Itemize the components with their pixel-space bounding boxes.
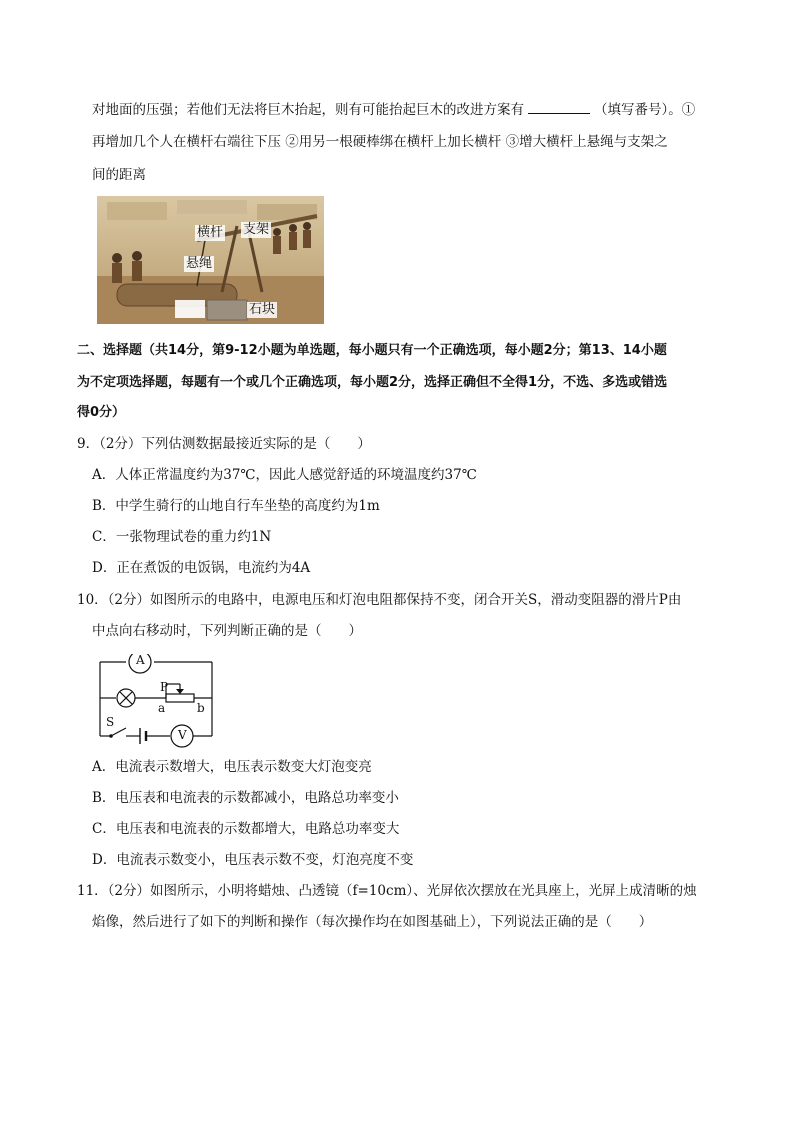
rope-label: 悬绳 [186, 256, 213, 271]
q9-option-d[interactable]: D．正在煮饭的电饭锅，电流约为4A [92, 560, 311, 576]
q11-stem-line-2: 焰像，然后进行了如下的判断和操作（每次操作均在如图基础上），下列说法正确的是（ ） [92, 914, 653, 930]
q9-option-a[interactable]: A．人体正常温度约为37℃，因此人感觉舒适的环境温度约37℃ [92, 467, 477, 483]
q10-option-b[interactable]: B．电压表和电流表的示数都减小，电路总功率变小 [92, 790, 399, 806]
support-label: 支架 [243, 222, 270, 237]
voltmeter-label: V [178, 728, 187, 742]
stone-label: 石块 [249, 302, 276, 317]
rheostat-icon [166, 694, 194, 702]
q8-line-2: 再增加几个人在横杆右端往下压 ②用另一根硬棒绑在横杆上加长横杆 ③增大横杆上悬绳与支架之 [92, 134, 668, 150]
q8-line-3: 间的距离 [92, 167, 146, 183]
q8-line-1 [92, 99, 695, 120]
q9-option-c[interactable]: C．一张物理试卷的重力约1N [92, 529, 272, 545]
q9-stem: 9．（2分）下列估测数据最接近实际的是（ ） [77, 436, 371, 452]
section2-line-1: 二、选择题（共14分，第9-12小题为单选题，每小题只有一个正确选项，每小题2分；第13、14小题 [77, 343, 667, 358]
q10-stem-line-1: 10．（2分）如图所示的电路中，电源电压和灯泡电阻都保持不变，闭合开关S，滑动变阻器的滑片P由 [77, 592, 682, 608]
switch-icon [111, 728, 126, 736]
section2-line-2: 为不定项选择题，每题有一个或几个正确选项，每小题2分，选择正确但不全得1分，不选、多选或错选 [77, 375, 668, 390]
end-a-label: a [158, 701, 166, 715]
section2-line-3: 得0分） [77, 405, 126, 420]
q11-stem-line-1: 11．（2分）如图所示，小明将蜡烛、凸透镜（f=10cm）、光屏依次摆放在光具座上，光屏上成清晰的烛 [77, 883, 697, 899]
switch-label: S [106, 715, 115, 729]
slider-p-label: P [160, 680, 169, 694]
q8-line-1-suffix: （填写番号）。① [594, 102, 696, 118]
crossbar-label: 横杆 [197, 225, 224, 240]
q9-option-b[interactable]: B．中学生骑行的山地自行车坐垫的高度约为1m [92, 498, 380, 514]
q10-stem-line-2: 中点向右移动时，下列判断正确的是（ ） [92, 623, 362, 639]
answer-blank[interactable] [528, 99, 590, 114]
end-b-label: b [197, 701, 205, 715]
circuit-diagram [96, 654, 218, 752]
lever-illustration [97, 196, 324, 324]
q8-line-1-text: 对地面的压强；若他们无法将巨木抬起，则有可能抬起巨木的改进方案有 [92, 102, 524, 118]
q10-option-d[interactable]: D．电流表示数变小，电压表示数不变，灯泡亮度不变 [92, 852, 414, 868]
slider-arrow-icon [176, 689, 184, 694]
q10-option-a[interactable]: A．电流表示数增大，电压表示数变大灯泡变亮 [92, 759, 372, 775]
q10-option-c[interactable]: C．电压表和电流表的示数都增大，电路总功率变大 [92, 821, 400, 837]
ammeter-label: A [136, 653, 145, 667]
